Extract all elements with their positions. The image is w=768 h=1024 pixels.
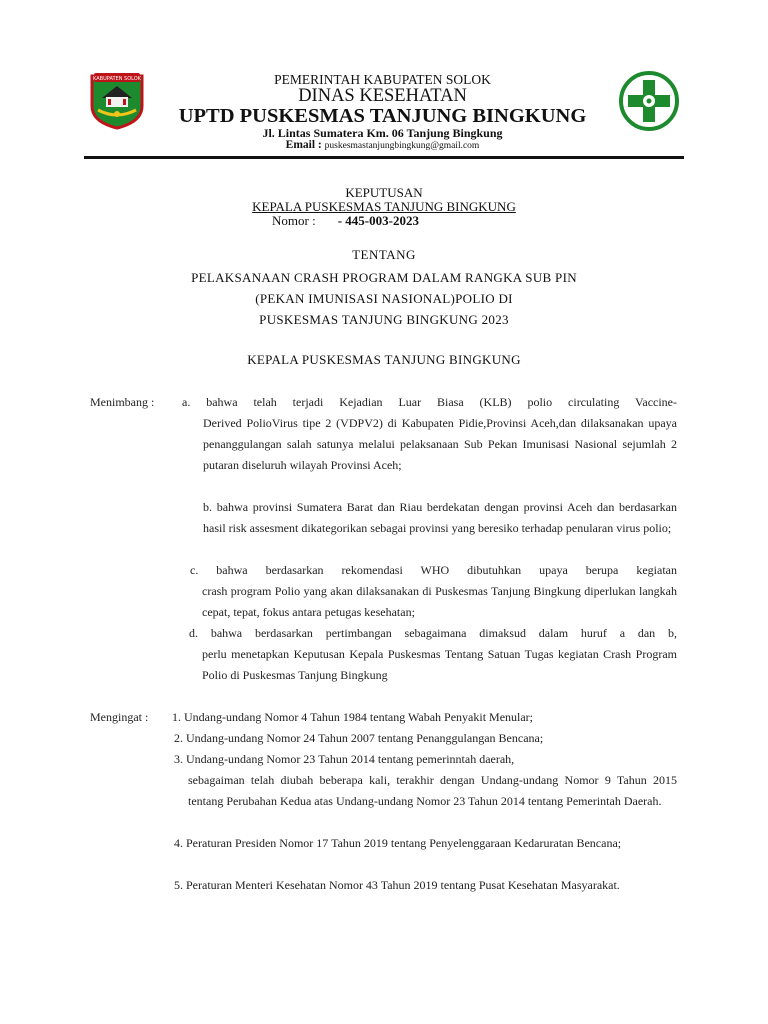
decree-subject-line-3: PUSKESMAS TANJUNG BINGKUNG 2023 <box>259 312 509 327</box>
menimbang-d-first-line: d. bahwa berdasarkan pertimbangan sebagaimana dimaksud dalam huruf a dan b, <box>189 626 677 640</box>
menimbang-c-first-line: c. bahwa berdasarkan rekomendasi WHO dibutuhkan upaya berupa kegiatan <box>190 563 677 577</box>
letterhead-government: PEMERINTAH KABUPATEN SOLOK <box>274 72 491 87</box>
menimbang-a-first-line: a. bahwa telah terjadi Kejadian Luar Biasa (KLB) polio circulating Vaccine- <box>182 395 677 409</box>
email-label: Email : <box>285 139 322 151</box>
menimbang-d-rest: perlu menetapkan Keputusan Kepala Puskesmas Tentang Satuan Tugas kegiatan Crash Program Polio di Puskesmas Tanjung Bingkung <box>202 647 677 682</box>
puskesmas-logo <box>618 70 680 132</box>
letterhead-email <box>150 139 615 151</box>
decree-subject-line-2: (PEKAN IMUNISASI NASIONAL)POLIO DI <box>255 291 513 306</box>
mengingat-label: Mengingat : <box>90 710 149 724</box>
decree-number-label: Nomor : <box>272 213 316 228</box>
logo-caption: KABUPATEN SOLOK <box>93 76 141 82</box>
letterhead-agency: DINAS KESEHATAN <box>298 86 467 106</box>
letterhead-institution: UPTD PUSKESMAS TANJUNG BINGKUNG <box>178 105 587 127</box>
letterhead-divider <box>84 156 684 159</box>
letterhead-address: Jl. Lintas Sumatera Km. 06 Tanjung Bingkung <box>262 126 503 140</box>
mengingat-item-2: 2. Undang-undang Nomor 24 Tahun 2007 tentang Penanggulangan Bencana; <box>174 731 544 745</box>
decree-title: KEPUTUSAN <box>345 185 423 200</box>
section-heading: KEPALA PUSKESMAS TANJUNG BINGKUNG <box>247 352 521 367</box>
tentang-label: TENTANG <box>352 247 416 262</box>
email-value: puskesmastanjungbingkung@gmail.com <box>324 141 480 151</box>
decree-number-value: - 445-003-2023 <box>337 213 419 228</box>
mengingat-item-5: 5. Peraturan Menteri Kesehatan Nomor 43 Tahun 2019 tentang Pusat Kesehatan Masyarakat. <box>174 878 620 892</box>
menimbang-c-rest: crash program Polio yang akan dilaksanakan di Puskesmas Tanjung Bingkung diperlukan langkah cepat, tepat, fokus antara petugas kesehatan; <box>202 584 677 619</box>
decree-number <box>272 213 419 229</box>
mengingat-item-1: 1. Undang-undang Nomor 4 Tahun 1984 tentang Wabah Penyakit Menular; <box>172 710 534 724</box>
menimbang-a-rest: Derived PolioVirus tipe 2 (VDPV2) di Kabupaten Pidie,Provinsi Aceh,dan dilaksanakan upaya penanggulangan salah satunya melalui pelaksanaan Sub Pekan Imunisasi Nasional sejumlah 2 putaran diseluruh wilayah Provinsi Aceh; <box>203 416 677 472</box>
mengingat-item-3-first-line: 3. Undang-undang Nomor 23 Tahun 2014 tentang pemerinntah daerah, <box>174 752 515 766</box>
mengingat-item-4: 4. Peraturan Presiden Nomor 17 Tahun 2019 tentang Penyelenggaraan Kedaruratan Bencana; <box>174 836 622 850</box>
menimbang-label: Menimbang : <box>90 395 155 409</box>
menimbang-b: b. bahwa provinsi Sumatera Barat dan Riau berdekatan dengan provinsi Aceh dan berdasarkan hasil risk assesment dikategorikan sebagai provinsi yang beresiko terhadap penularan virus polio; <box>203 500 677 535</box>
mengingat-item-3-rest: sebagaiman telah diubah beberapa kali, terakhir dengan Undang-undang Nomor 9 Tahun 2015 tentang Perubahan Kedua atas Undang-undang Nomor 23 Tahun 2014 tentang Pemerintah Daerah. <box>188 773 677 808</box>
decree-subject-line-1: PELAKSANAAN CRASH PROGRAM DALAM RANGKA SUB PIN <box>191 270 577 285</box>
decree-issuer-text: KEPALA PUSKESMAS TANJUNG BINGKUNG <box>252 199 516 214</box>
